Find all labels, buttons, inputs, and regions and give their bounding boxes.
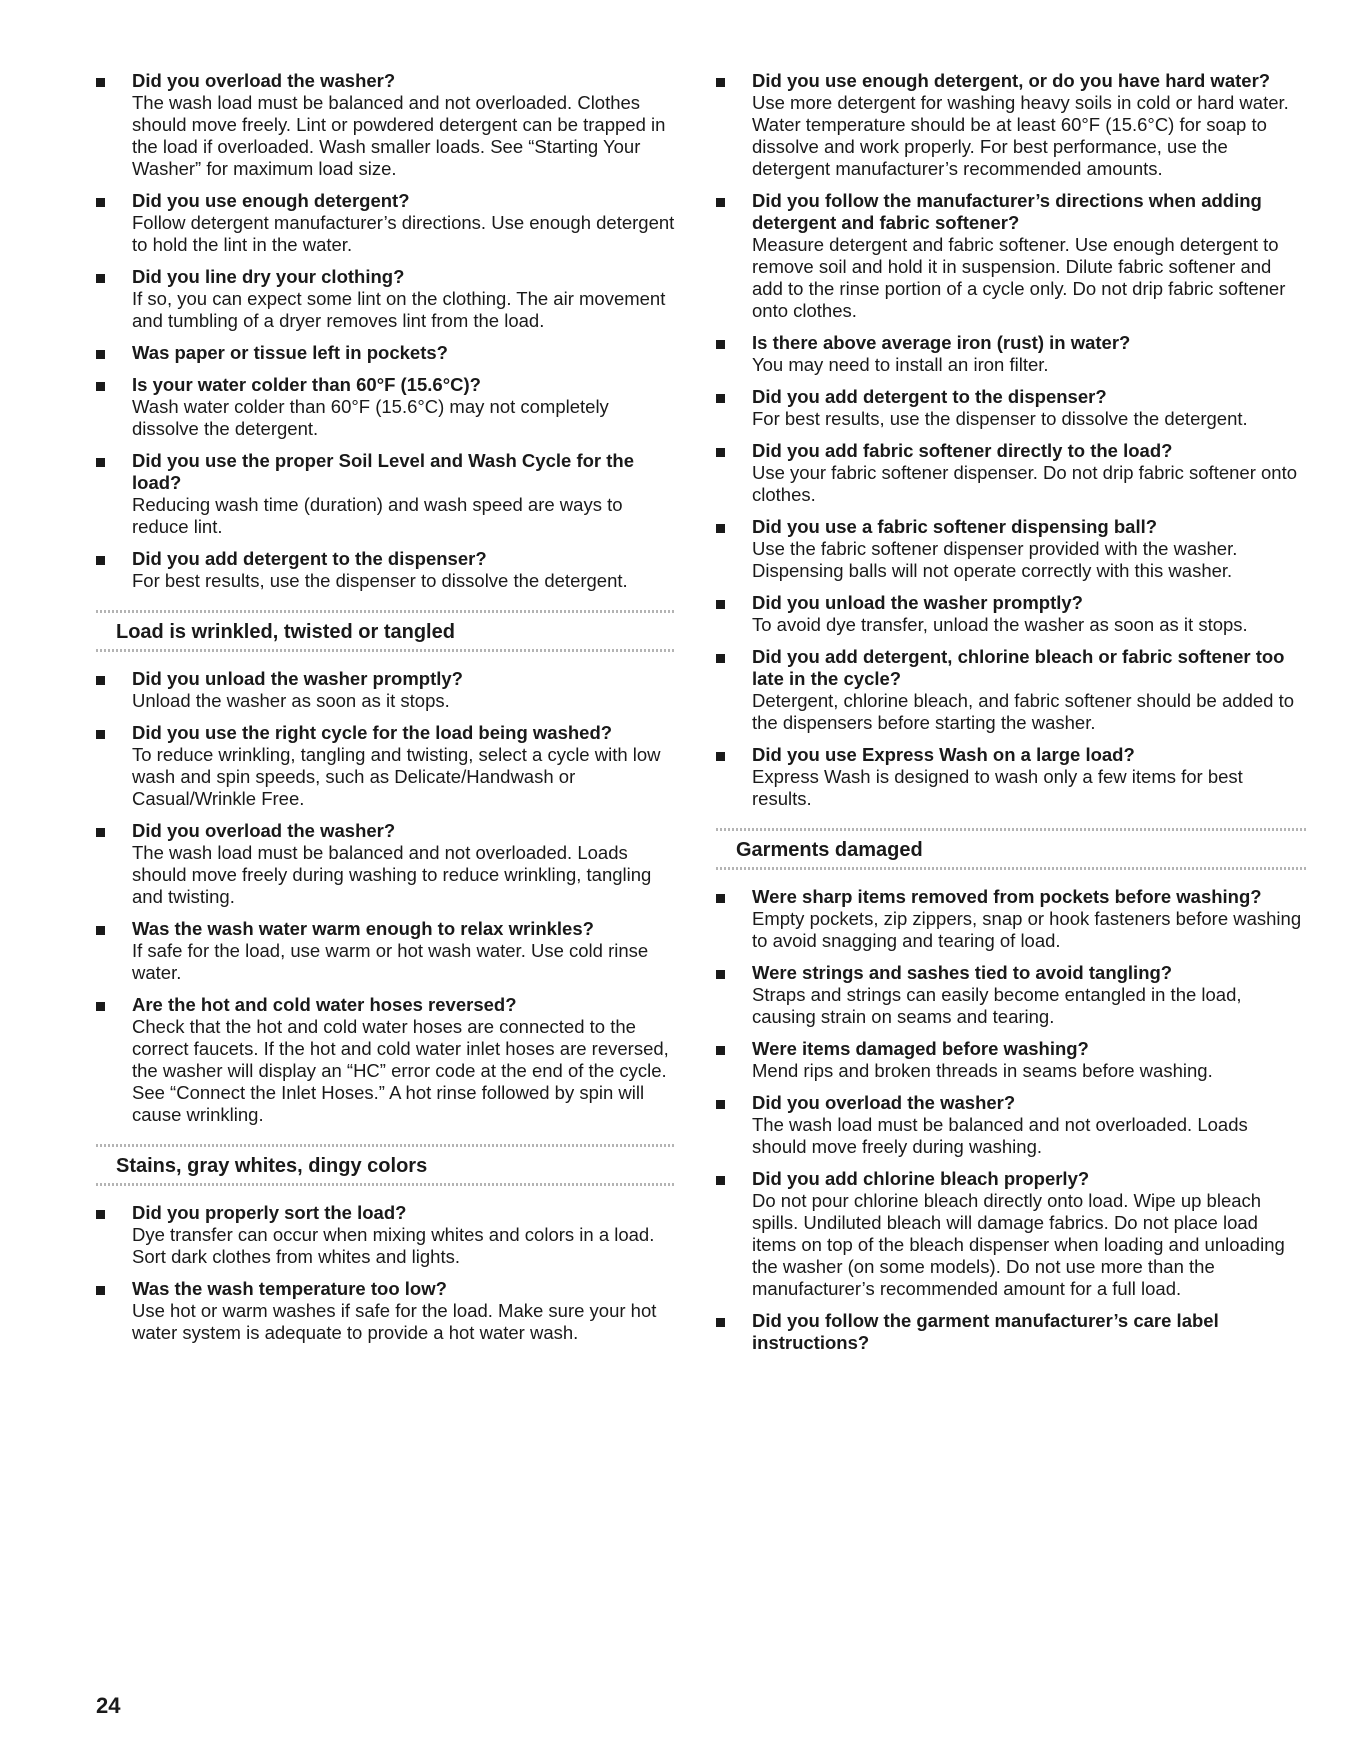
question-text: Did you properly sort the load?: [132, 1202, 407, 1223]
square-bullet-icon: [96, 350, 105, 359]
answer-text: Use hot or warm washes if safe for the load. Make sure your hot water system is adequate to provide a hot water wash.: [132, 1300, 657, 1343]
square-bullet-icon: [716, 1176, 725, 1185]
list-item: [716, 386, 1306, 430]
list-item: [716, 744, 1306, 810]
square-bullet-icon: [716, 1046, 725, 1055]
answer-text: If safe for the load, use warm or hot wash water. Use cold rinse water.: [132, 940, 649, 983]
question-text: Did you add detergent to the dispenser?: [752, 386, 1107, 407]
square-bullet-icon: [96, 274, 105, 283]
list-item: [96, 374, 676, 440]
square-bullet-icon: [96, 1210, 105, 1219]
answer-text: Detergent, chlorine bleach, and fabric softener should be added to the dispensers before starting the washer.: [752, 690, 1295, 733]
list-item: [96, 994, 676, 1126]
list-item: [96, 548, 676, 592]
answer-text: If so, you can expect some lint on the clothing. The air movement and tumbling of a dryer removes lint from the load.: [132, 288, 666, 331]
question-text: Is your water colder than 60°F (15.6°C)?: [132, 374, 481, 395]
list-item: [96, 190, 676, 256]
answer-text: Wash water colder than 60°F (15.6°C) may not completely dissolve the detergent.: [132, 396, 609, 439]
question-text: Is there above average iron (rust) in water?: [752, 332, 1131, 353]
list-item: [96, 1202, 676, 1268]
answer-text: Use your fabric softener dispenser. Do not drip fabric softener onto clothes.: [752, 462, 1298, 505]
question-text: Did you add fabric softener directly to the load?: [752, 440, 1173, 461]
square-bullet-icon: [716, 340, 725, 349]
answer-text: The wash load must be balanced and not overloaded. Clothes should move freely. Lint or powdered detergent can be trapped in the load if overloaded. Wash smaller loads. See “Starting Your Washer” for maximum load size.: [132, 92, 666, 179]
list-item: [716, 962, 1306, 1028]
section-rule-bottom: [716, 867, 1306, 870]
list-item: [96, 266, 676, 332]
section-rule-top: [716, 828, 1306, 831]
square-bullet-icon: [716, 1100, 725, 1109]
section-rule-bottom: [96, 649, 676, 652]
left-group-3: [96, 1202, 676, 1344]
question-text: Did you unload the washer promptly?: [752, 592, 1083, 613]
answer-text: Mend rips and broken threads in seams before washing.: [752, 1060, 1213, 1081]
square-bullet-icon: [716, 524, 725, 533]
list-item: [716, 440, 1306, 506]
right-group-1: [716, 70, 1306, 810]
square-bullet-icon: [716, 752, 725, 761]
section-title-garments-damaged: Garments damaged: [736, 839, 923, 861]
square-bullet-icon: [96, 556, 105, 565]
square-bullet-icon: [716, 1318, 725, 1327]
section-wrinkled: [96, 610, 676, 652]
answer-text: Express Wash is designed to wash only a few items for best results.: [752, 766, 1243, 809]
left-column: [96, 70, 676, 1354]
answer-text: Measure detergent and fabric softener. Use enough detergent to remove soil and hold it in suspension. Dilute fabric softener and add to the rinse portion of a cycle only. Do not drip fabric softener onto clothes.: [752, 234, 1286, 321]
square-bullet-icon: [96, 1002, 105, 1011]
list-item: [716, 1092, 1306, 1158]
section-rule-bottom: [96, 1183, 676, 1186]
left-group-2: [96, 668, 676, 1126]
question-text: Did you add detergent, chlorine bleach or fabric softener too late in the cycle?: [752, 646, 1285, 689]
square-bullet-icon: [96, 458, 105, 467]
answer-text: The wash load must be balanced and not overloaded. Loads should move freely during washing to reduce wrinkling, tangling and twisting.: [132, 842, 652, 907]
answer-text: Straps and strings can easily become entangled in the load, causing strain on seams and tearing.: [752, 984, 1242, 1027]
list-item: [96, 342, 676, 364]
answer-text: Use more detergent for washing heavy soils in cold or hard water. Water temperature should be at least 60°F (15.6°C) for soap to dissolve and work properly. For best performance, use the detergent manufacturer’s recommended amounts.: [752, 92, 1289, 179]
list-item: [96, 918, 676, 984]
section-rule-top: [96, 1144, 676, 1147]
list-item: [96, 668, 676, 712]
question-text: Did you unload the washer promptly?: [132, 668, 463, 689]
question-text: Did you overload the washer?: [132, 820, 396, 841]
list-item: [716, 332, 1306, 376]
section-title-wrinkled: Load is wrinkled, twisted or tangled: [116, 621, 455, 643]
answer-text: Follow detergent manufacturer’s directions. Use enough detergent to hold the lint in the water.: [132, 212, 675, 255]
question-text: Did you follow the garment manufacturer’s care label instructions?: [752, 1310, 1219, 1353]
list-item: [96, 1278, 676, 1344]
question-text: Did you overload the washer?: [752, 1092, 1016, 1113]
list-item: [716, 1168, 1306, 1300]
question-text: Were strings and sashes tied to avoid tangling?: [752, 962, 1173, 983]
question-text: Was the wash temperature too low?: [132, 1278, 447, 1299]
list-item: [96, 450, 676, 538]
square-bullet-icon: [716, 78, 725, 87]
square-bullet-icon: [716, 894, 725, 903]
answer-text: Dye transfer can occur when mixing whites and colors in a load. Sort dark clothes from whites and lights.: [132, 1224, 655, 1267]
answer-text: Empty pockets, zip zippers, snap or hook fasteners before washing to avoid snagging and tearing of load.: [752, 908, 1302, 951]
question-text: Did you use Express Wash on a large load?: [752, 744, 1135, 765]
section-title-stains: Stains, gray whites, dingy colors: [116, 1155, 428, 1177]
answer-text: To reduce wrinkling, tangling and twisting, select a cycle with low wash and spin speeds, such as Delicate/Handwash or Casual/Wrinkle Free.: [132, 744, 661, 809]
page-number: 24: [96, 1693, 121, 1718]
question-text: Was the wash water warm enough to relax wrinkles?: [132, 918, 594, 939]
question-text: Did you overload the washer?: [132, 70, 396, 91]
question-text: Did you add chlorine bleach properly?: [752, 1168, 1090, 1189]
square-bullet-icon: [716, 600, 725, 609]
list-item: [716, 592, 1306, 636]
question-text: Did you use enough detergent, or do you have hard water?: [752, 70, 1271, 91]
answer-text: For best results, use the dispenser to dissolve the detergent.: [752, 408, 1248, 429]
list-item: [716, 646, 1306, 734]
section-rule-top: [96, 610, 676, 613]
answer-text: Do not pour chlorine bleach directly onto load. Wipe up bleach spills. Undiluted bleach will damage fabrics. Do not place load items on top of the bleach dispenser when loading and unloading the washer (on some models). Do not use more than the manufacturer’s recommended amount for a full load.: [752, 1190, 1285, 1299]
square-bullet-icon: [96, 828, 105, 837]
square-bullet-icon: [716, 970, 725, 979]
list-item: [96, 70, 676, 180]
square-bullet-icon: [716, 654, 725, 663]
right-group-2: [716, 886, 1306, 1354]
answer-text: Check that the hot and cold water hoses are connected to the correct faucets. If the hot and cold water inlet hoses are reversed, the washer will display an “HC” error code at the end of the cycle. See “Connect the Inlet Hoses.” A hot rinse followed by spin will cause wrinkling.: [132, 1016, 669, 1125]
question-text: Did you line dry your clothing?: [132, 266, 405, 287]
list-item: [716, 886, 1306, 952]
question-text: Were sharp items removed from pockets before washing?: [752, 886, 1262, 907]
answer-text: Use the fabric softener dispenser provided with the washer. Dispensing balls will not operate correctly with this washer.: [752, 538, 1238, 581]
square-bullet-icon: [96, 382, 105, 391]
square-bullet-icon: [96, 78, 105, 87]
square-bullet-icon: [96, 1286, 105, 1295]
section-stains: [96, 1144, 676, 1186]
answer-text: To avoid dye transfer, unload the washer as soon as it stops.: [752, 614, 1248, 635]
list-item: [716, 1038, 1306, 1082]
answer-text: You may need to install an iron filter.: [752, 354, 1049, 375]
left-group-1: [96, 70, 676, 592]
square-bullet-icon: [96, 730, 105, 739]
answer-text: Unload the washer as soon as it stops.: [132, 690, 450, 711]
square-bullet-icon: [96, 676, 105, 685]
right-column: [716, 70, 1306, 1364]
question-text: Were items damaged before washing?: [752, 1038, 1089, 1059]
list-item: [96, 722, 676, 810]
square-bullet-icon: [716, 198, 725, 207]
list-item: [716, 1310, 1306, 1354]
square-bullet-icon: [96, 926, 105, 935]
question-text: Did you use the right cycle for the load being washed?: [132, 722, 613, 743]
square-bullet-icon: [96, 198, 105, 207]
square-bullet-icon: [716, 448, 725, 457]
question-text: Did you use a fabric softener dispensing ball?: [752, 516, 1158, 537]
question-text: Did you follow the manufacturer’s directions when adding detergent and fabric softener?: [752, 190, 1262, 233]
question-text: Did you use the proper Soil Level and Wash Cycle for the load?: [132, 450, 634, 493]
square-bullet-icon: [716, 394, 725, 403]
list-item: [716, 190, 1306, 322]
answer-text: For best results, use the dispenser to dissolve the detergent.: [132, 570, 628, 591]
list-item: [96, 820, 676, 908]
section-garments-damaged: [716, 828, 1306, 870]
answer-text: Reducing wash time (duration) and wash speed are ways to reduce lint.: [132, 494, 623, 537]
question-text: Are the hot and cold water hoses reversed?: [132, 994, 517, 1015]
list-item: [716, 70, 1306, 180]
question-text: Did you use enough detergent?: [132, 190, 410, 211]
question-text: Did you add detergent to the dispenser?: [132, 548, 487, 569]
answer-text: The wash load must be balanced and not overloaded. Loads should move freely during washing.: [752, 1114, 1248, 1157]
question-text: Was paper or tissue left in pockets?: [132, 342, 448, 363]
list-item: [716, 516, 1306, 582]
